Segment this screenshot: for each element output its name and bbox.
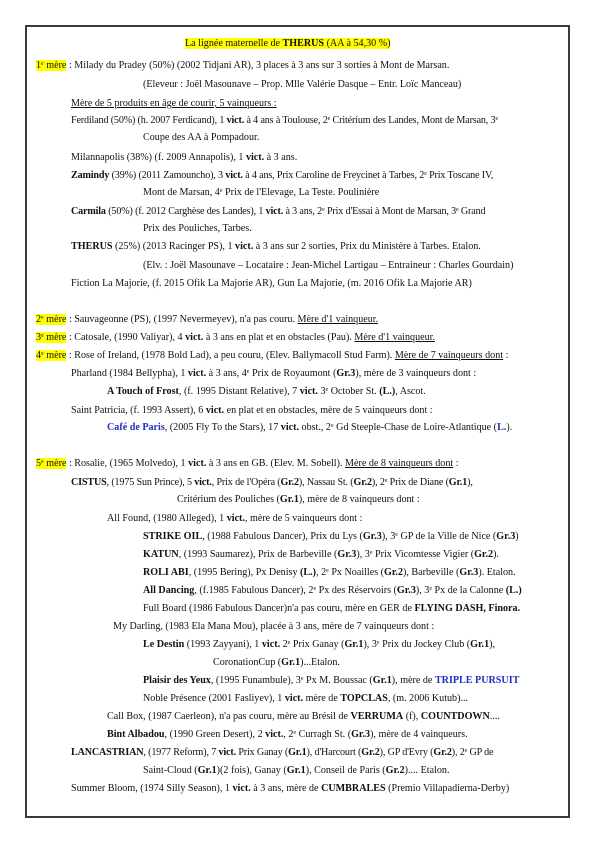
mere1-label: 1e mère (36, 60, 67, 71)
mere1-eleveur: (Eleveur : Joël Masounave – Prop. Mlle Valérie Dasque – Entr. Loïc Manceau) (143, 79, 462, 90)
cistus-line1: CISTUS, (1975 Sun Prince), 5 vict., Prix de l'Opéra (Gr.2), Nassau St. (Gr.2), 2e Prix de Diane (Gr.1), (71, 477, 473, 488)
mere3-label: 3e mère (36, 332, 67, 343)
lancastrian-line1: LANCASTRIAN, (1977 Reform), 7 vict. Prix Ganay (Gr.1), d'Harcourt (Gr.2), GP d'Evry (Gr.2), 2e GP de (71, 747, 494, 758)
touch-of-frost-line: A Touch of Frost, (f. 1995 Distant Relative), 7 vict. 3e October St. (L.), Ascot. (107, 386, 426, 397)
my-darling-line: My Darling, (1983 Ela Mana Mou), placée à 3 ans, mère de 7 vainqueurs dont : (113, 621, 435, 632)
milannapolis-line: Milannapolis (38%) (f. 2009 Annapolis), 1 vict. à 3 ans. (71, 152, 298, 163)
bint-albadou-line: Bint Albadou, (1990 Green Desert), 2 vict., 2e Curragh St. (Gr.3), mère de 4 vainqueurs. (107, 729, 468, 740)
mere2-label: 2e mère (36, 314, 67, 325)
all-dancing-line: All Dancing, (f.1985 Fabulous Dancer), 2e Px des Réservoirs (Gr.3), 3e Px de la Calonne (L.) (143, 585, 522, 596)
therus-elv: (Elv. : Joël Masounave – Locataire : Jean-Michel Lartigau – Entraineur : Charles Gourdain) (143, 260, 514, 271)
mere3-line: 3e mère : Catosale, (1990 Valiyar), 4 vict. à 3 ans en plat et en obstacles (Pau). Mère d'1 vainqueur. (36, 332, 435, 343)
le-destin-line1: Le Destin (1993 Zayyani), 1 vict. 2e Prix Ganay (Gr.1), 3e Prix du Jockey Club (Gr.1), (143, 639, 496, 650)
mere4-line: 4e mère : Rose of Ireland, (1978 Bold Lad), a peu couru, (Elev. Ballymacoll Stud Farm). Mère de 7 vainqueurs dont : (36, 350, 509, 361)
fiction-line: Fiction La Majorie, (f. 2015 Ofik La Majorie AR), Gun La Majorie, (m. 2016 Ofik La Majorie AR) (71, 278, 472, 289)
therus-line: THERUS (25%) (2013 Racinger PS), 1 vict. à 3 ans sur 2 sorties, Prix du Ministère à Tarbes. Etalon. (71, 241, 481, 252)
carmila-line1: Carmila (50%) (f. 2012 Carghèse des Landes), 1 vict. à 3 ans, 2e Prix d'Essai à Mont de Marsan, 3e Grand (71, 206, 486, 217)
mere1-produits: Mère de 5 produits en âge de courir, 5 vainqueurs : (71, 98, 277, 109)
summer-bloom-line: Summer Bloom, (1974 Silly Season), 1 vict. à 3 ans, mère de CUMBRALES (Premio Villapadierna-Derby) (71, 783, 510, 794)
plaisir-des-yeux-line: Plaisir des Yeux, (1995 Funambule), 3e Px M. Boussac (Gr.1), mère de TRIPLE PURSUIT (143, 675, 520, 686)
mere1-line: 1e mère : Milady du Pradey (50%) (2002 Tidjani AR), 3 places à 3 ans sur 3 sorties à Mont de Marsan. (36, 60, 450, 71)
zamindy-line2: Mont de Marsan, 4e Prix de l'Elevage, La Teste. Poulinière (143, 187, 380, 198)
cistus-line2: Critérium des Pouliches (Gr.1), mère de 8 vainqueurs dont : (177, 494, 420, 505)
noble-presence-line: Noble Présence (2001 Fasliyev), 1 vict. mère de TOPCLAS, (m. 2006 Kutub)... (143, 693, 469, 704)
le-destin-line2: CoronationCup (Gr.1)...Etalon. (213, 657, 340, 668)
full-board-line: Full Board (1986 Fabulous Dancer)n'a pas couru, mère en GER de FLYING DASH, Finora. (143, 603, 521, 614)
mere5-line: 5e mère : Rosalie, (1965 Molvedo), 1 vict. à 3 ans en GB. (Elev. M. Sobell). Mère de 8 vainqueurs dont : (36, 458, 459, 469)
mere4-label: 4e mère (36, 350, 67, 361)
roli-abi-line: ROLI ABI, (1995 Bering), Px Denisy (L.), 2e Px Noailles (Gr.2), Barbeville (Gr.3). Etalon. (143, 567, 516, 578)
mere5-label: 5e mère (36, 458, 67, 469)
carmila-line2: Prix des Pouliches, Tarbes. (143, 223, 252, 234)
katun-line: KATUN, (1993 Saumarez), Prix de Barbeville (Gr.3), 3e Prix Vicomtesse Vigier (Gr.2). (143, 549, 499, 560)
zamindy-line1: Zamindy (39%) (2011 Zamouncho), 3 vict. à 4 ans, Prix Caroline de Freycinet à Tarbes, 2e Prix Toscane IV, (71, 170, 494, 181)
pharland-line: Pharland (1984 Bellypha), 1 vict. à 3 ans, 4e Prix de Royaumont (Gr.3), mère de 3 vainqueurs dont : (71, 368, 477, 379)
page-title: La lignée maternelle de THERUS (AA à 54,30 %) (185, 38, 391, 49)
ferdiland-line1: Ferdiland (50%) (h. 2007 Ferdicand), 1 vict. à 4 ans à Toulouse, 2e Critérium des Landes, Mont de Marsan, 3e (71, 115, 498, 126)
ferdiland-line2: Coupe des AA à Pompadour. (143, 132, 260, 143)
call-box-line: Call Box, (1987 Caerleon), n'a pas couru, mère au Brésil de VERRUMA (f), COUNTDOWN.... (107, 711, 500, 722)
strike-oil-line: STRIKE OIL, (1988 Fabulous Dancer), Prix du Lys (Gr.3), 3e GP de la Ville de Nice (Gr.3) (143, 531, 519, 542)
mere2-line: 2e mère : Sauvageonne (PS), (1997 Nevermeyev), n'a pas couru. Mère d'1 vainqueur. (36, 314, 379, 325)
lancastrian-line2: Saint-Cloud (Gr.1)(2 fois), Ganay (Gr.1), Conseil de Paris (Gr.2).... Etalon. (143, 765, 450, 776)
cafe-de-paris-line: Café de Paris, (2005 Fly To the Stars), 17 vict. obst., 2e Gd Steeple-Chase de Loire-Atlantique (L.). (107, 422, 513, 433)
saint-patricia-line: Saint Patricia, (f. 1993 Assert), 6 vict. en plat et en obstacles, mère de 5 vainqueurs dont : (71, 405, 433, 416)
all-found-line: All Found, (1980 Alleged), 1 vict., mère de 5 vainqueurs dont : (107, 513, 363, 524)
